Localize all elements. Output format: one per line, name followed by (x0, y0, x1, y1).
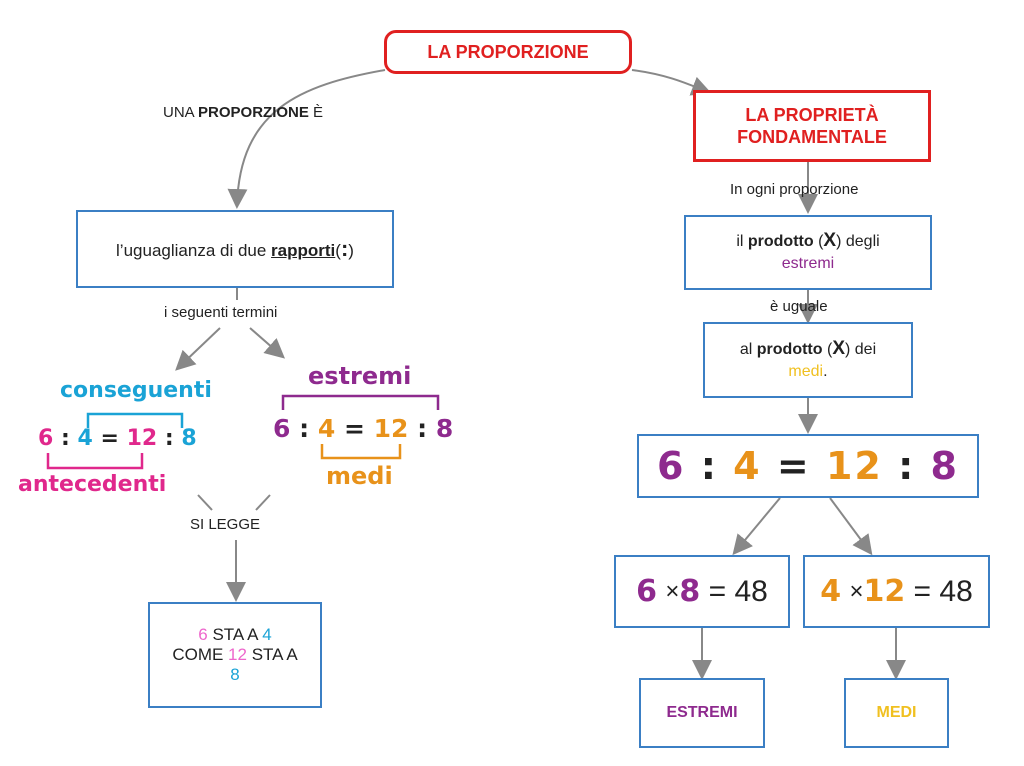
title-box (384, 30, 632, 74)
big-proportion-box: 6 : 4 = 12 : 8 (637, 434, 979, 498)
medi-result-text: MEDI (876, 704, 917, 721)
conseguenti-label: conseguenti (60, 378, 212, 403)
product-means-box (703, 322, 913, 398)
definition-text: l’uguaglianza di due rapporti(:) (116, 236, 354, 261)
antecedenti-label: antecedenti (18, 472, 167, 497)
fundamental-property-box (693, 90, 931, 162)
definition-box (76, 210, 394, 288)
label-e-uguale: è uguale (770, 298, 828, 315)
estremi-result-box (639, 678, 765, 748)
reading-box (148, 602, 322, 708)
medi-result-box (844, 678, 949, 748)
terms-label: i seguenti termini (164, 304, 278, 321)
edge-label-una-proporzione: UNA PROPORZIONE È (163, 104, 324, 121)
means-product-box: 4 × 12 = 48 (803, 555, 990, 628)
reading-text: 6 STA A 4 COME 12 STA A 8 (172, 625, 298, 684)
product-extremes-text: il prodotto (X) degli estremi (736, 230, 880, 272)
read-label: SI LEGGE (190, 516, 261, 533)
small-proportion: 6 : 4 = 12 : 8 (38, 426, 197, 451)
fundamental-property-title: LA PROPRIETÀ FONDAMENTALE (737, 105, 887, 147)
medi-label: medi (326, 462, 393, 490)
estremi-label: estremi (308, 362, 412, 390)
estremi-medi-proportion: 6 : 4 = 12 : 8 (273, 414, 454, 443)
product-means-text: al prodotto (X) dei medi. (739, 337, 877, 380)
title-text: LA PROPORZIONE (427, 41, 589, 62)
label-in-ogni-proporzione: In ogni proporzione (730, 181, 859, 198)
estremi-result-text: ESTREMI (666, 704, 738, 721)
extremes-product-box: 6 × 8 = 48 (614, 555, 790, 628)
product-extremes-box (684, 215, 932, 290)
